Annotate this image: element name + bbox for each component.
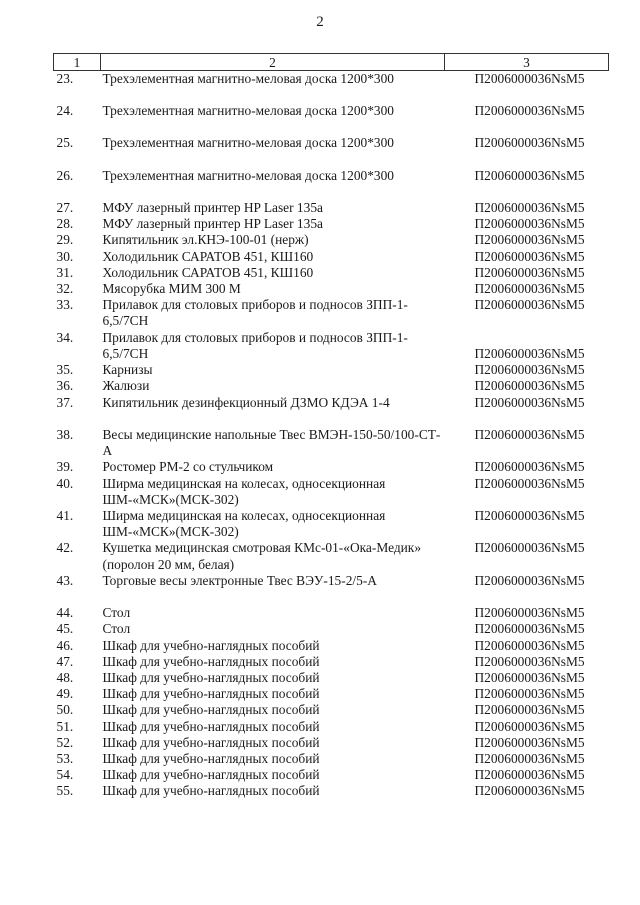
- item-name: Жалюзи: [102, 378, 150, 394]
- table-row: [54, 168, 609, 200]
- table-row: [54, 249, 609, 265]
- row-number: 34.: [56, 329, 74, 345]
- inventory-code: П2006000036NsM5: [474, 734, 585, 750]
- inventory-code: П2006000036NsM5: [474, 507, 585, 523]
- row-number: 53.: [56, 750, 74, 766]
- row-number: 36.: [56, 378, 74, 394]
- item-name: Стол: [102, 621, 131, 637]
- table-row: [54, 297, 609, 329]
- table-row: [54, 605, 609, 621]
- table-row: [54, 200, 609, 216]
- inventory-code: П2006000036NsM5: [474, 605, 585, 621]
- table-row: [54, 638, 609, 654]
- table-row: [54, 508, 609, 540]
- row-number: 33.: [56, 297, 74, 313]
- item-name: Торговые весы электронные Твес ВЭУ-15-2/5-А: [102, 572, 377, 588]
- row-number: 28.: [56, 216, 74, 232]
- item-name: Трехэлементная магнитно-меловая доска 1200*300: [102, 167, 394, 183]
- table-row: [54, 702, 609, 718]
- item-name: Шкаф для учебно-наглядных пособий: [102, 686, 320, 702]
- inventory-code: П2006000036NsM5: [474, 540, 585, 556]
- table-row: [54, 540, 609, 572]
- inventory-code: П2006000036NsM5: [474, 767, 585, 783]
- page-number: 2: [316, 14, 324, 30]
- table-row: [54, 751, 609, 767]
- row-number: 50.: [56, 702, 74, 718]
- inventory-code: П2006000036NsM5: [474, 167, 585, 183]
- table-row: [54, 281, 609, 297]
- inventory-code: П2006000036NsM5: [474, 264, 585, 280]
- table-row: [54, 621, 609, 637]
- item-name: Трехэлементная магнитно-меловая доска 1200*300: [102, 135, 394, 151]
- inventory-code: П2006000036NsM5: [474, 232, 585, 248]
- row-number: 26.: [56, 167, 74, 183]
- inventory-code: П2006000036NsM5: [474, 702, 585, 718]
- item-name: Стол: [102, 605, 131, 621]
- row-number: 45.: [56, 621, 74, 637]
- item-name: Холодильник САРАТОВ 451, КШ160: [102, 248, 314, 264]
- inventory-code: П2006000036NsM5: [474, 281, 585, 297]
- item-name: Ширма медицинская на колесах, односекционная ШМ-«МСК»(МСК-302): [102, 475, 386, 507]
- inventory-table: [53, 53, 609, 800]
- table-row: [54, 265, 609, 281]
- header-col-3: 3: [445, 54, 609, 71]
- item-name: Кипятильник эл.КНЭ-100-01 (нерж): [102, 232, 309, 248]
- row-number: 24.: [56, 102, 74, 118]
- table-row: [54, 395, 609, 427]
- inventory-code: П2006000036NsM5: [474, 394, 585, 410]
- table-row: [54, 71, 609, 103]
- item-name: Шкаф для учебно-наглядных пособий: [102, 702, 320, 718]
- item-name: Шкаф для учебно-наглядных пособий: [102, 750, 320, 766]
- inventory-code: П2006000036NsM5: [474, 200, 585, 216]
- item-name: Шкаф для учебно-наглядных пособий: [102, 637, 320, 653]
- inventory-code: П2006000036NsM5: [474, 750, 585, 766]
- inventory-code: П2006000036NsM5: [474, 135, 585, 151]
- table-row: [54, 573, 609, 605]
- item-name: Трехэлементная магнитно-меловая доска 1200*300: [102, 71, 394, 86]
- table-row: [54, 767, 609, 783]
- row-number: 25.: [56, 135, 74, 151]
- inventory-code: П2006000036NsM5: [474, 783, 585, 799]
- table-row: [54, 783, 609, 799]
- row-number: 38.: [56, 426, 74, 442]
- row-number: 41.: [56, 507, 74, 523]
- item-name: Прилавок для столовых приборов и подносов ЗПП-1-6,5/7СН: [102, 329, 408, 361]
- table-row: [54, 686, 609, 702]
- item-name: Ширма медицинская на колесах, односекционная ШМ-«МСК»(МСК-302): [102, 507, 386, 540]
- row-number: 51.: [56, 718, 74, 734]
- inventory-code: П2006000036NsM5: [474, 718, 585, 734]
- inventory-code: П2006000036NsM5: [474, 669, 585, 685]
- row-number: 27.: [56, 200, 74, 216]
- item-name: Трехэлементная магнитно-меловая доска 1200*300: [102, 102, 394, 118]
- inventory-code: П2006000036NsM5: [474, 216, 585, 232]
- table-row: [54, 459, 609, 475]
- inventory-code: П2006000036NsM5: [474, 378, 585, 394]
- inventory-code: П2006000036NsM5: [474, 459, 585, 475]
- item-name: Шкаф для учебно-наглядных пособий: [102, 783, 320, 799]
- table-row: [54, 378, 609, 394]
- row-number: 52.: [56, 734, 74, 750]
- header-col-1: 1: [54, 54, 101, 71]
- inventory-code: П2006000036NsM5: [474, 686, 585, 702]
- row-number: 42.: [56, 540, 74, 556]
- inventory-code: П2006000036NsM5: [474, 71, 585, 86]
- table-header: [54, 54, 609, 71]
- row-number: 29.: [56, 232, 74, 248]
- row-number: 40.: [56, 475, 74, 491]
- item-name: Шкаф для учебно-наглядных пособий: [102, 767, 320, 783]
- item-name: МФУ лазерный принтер HP Laser 135a: [102, 216, 323, 232]
- table-row: [54, 719, 609, 735]
- row-number: 49.: [56, 686, 74, 702]
- item-name: Кушетка медицинская смотровая КМс-01-«Ока-Медик» (поролон 20 мм, белая): [102, 540, 422, 572]
- table-row: [54, 654, 609, 670]
- inventory-code: П2006000036NsM5: [474, 102, 585, 118]
- inventory-code: П2006000036NsM5: [474, 362, 585, 378]
- row-number: 54.: [56, 767, 74, 783]
- item-name: Холодильник САРАТОВ 451, КШ160: [102, 264, 314, 280]
- inventory-code: П2006000036NsM5: [474, 426, 585, 442]
- table-row: [54, 362, 609, 378]
- table-row: [54, 476, 609, 508]
- row-number: 35.: [56, 362, 74, 378]
- table-row: [54, 232, 609, 248]
- row-number: 23.: [56, 71, 74, 86]
- row-number: 39.: [56, 459, 74, 475]
- row-number: 46.: [56, 637, 74, 653]
- item-name: Прилавок для столовых приборов и подносов ЗПП-1-6,5/7СН: [102, 297, 408, 329]
- inventory-code: П2006000036NsM5: [474, 297, 585, 313]
- header-col-2: 2: [101, 54, 445, 71]
- table-row: [54, 216, 609, 232]
- table-row: [54, 135, 609, 167]
- inventory-code: П2006000036NsM5: [474, 621, 585, 637]
- inventory-code: П2006000036NsM5: [474, 345, 585, 361]
- row-number: 44.: [56, 605, 74, 621]
- row-number: 48.: [56, 669, 74, 685]
- table-body: [54, 71, 609, 800]
- item-name: Шкаф для учебно-наглядных пособий: [102, 653, 320, 669]
- item-name: Весы медицинские напольные Твес ВМЭН-150-50/100-СТ-А: [102, 426, 441, 459]
- item-name: Шкаф для учебно-наглядных пособий: [102, 669, 320, 685]
- inventory-code: П2006000036NsM5: [474, 248, 585, 264]
- inventory-code: П2006000036NsM5: [474, 475, 585, 491]
- inventory-code: П2006000036NsM5: [474, 572, 585, 588]
- row-number: 31.: [56, 264, 74, 280]
- table-row: [54, 735, 609, 751]
- item-name: Ростомер РМ-2 со стульчиком: [102, 459, 274, 475]
- table-row: [54, 103, 609, 135]
- item-name: Шкаф для учебно-наглядных пособий: [102, 734, 320, 750]
- row-number: 30.: [56, 248, 74, 264]
- item-name: Мясорубка МИМ 300 М: [102, 281, 241, 297]
- item-name: Кипятильник дезинфекционный ДЗМО КДЭА 1-4: [102, 394, 390, 410]
- table-row: [54, 670, 609, 686]
- inventory-code: П2006000036NsM5: [474, 637, 585, 653]
- row-number: 55.: [56, 783, 74, 799]
- row-number: 47.: [56, 653, 74, 669]
- item-name: Карнизы: [102, 362, 153, 378]
- inventory-code: П2006000036NsM5: [474, 653, 585, 669]
- row-number: 37.: [56, 394, 74, 410]
- table-row: [54, 330, 609, 362]
- item-name: Шкаф для учебно-наглядных пособий: [102, 718, 320, 734]
- table-row: [54, 427, 609, 459]
- row-number: 32.: [56, 281, 74, 297]
- item-name: МФУ лазерный принтер HP Laser 135a: [102, 200, 323, 216]
- row-number: 43.: [56, 572, 74, 588]
